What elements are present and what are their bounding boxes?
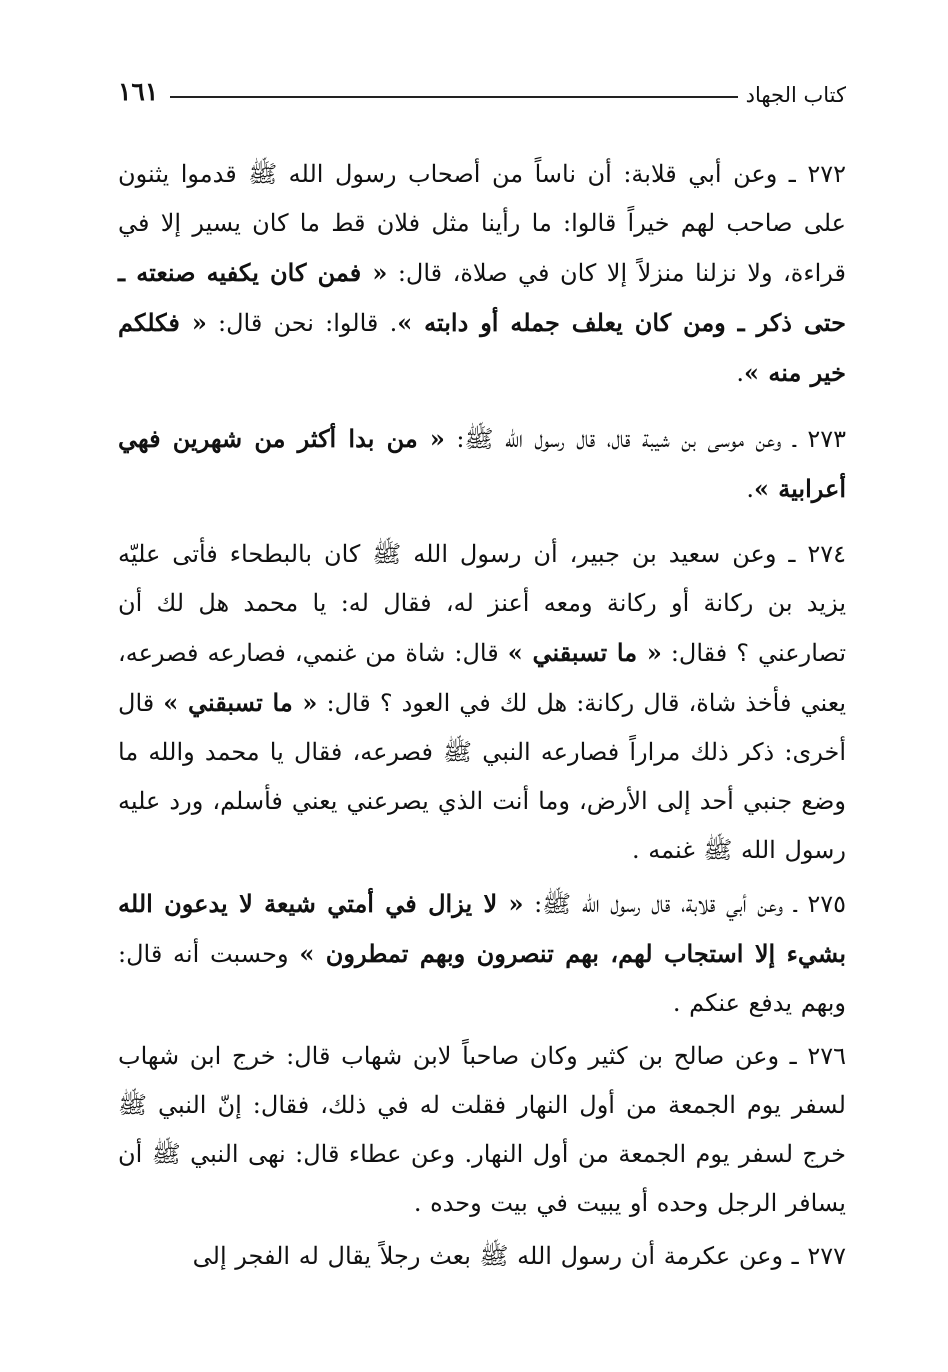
hadith-275	[118, 879, 846, 1028]
hadith-text: قال أخرى: ذكر ذلك مراراً فصارعه النبي ﷺ فصرعه، فقال يا محمد والله ما وضع جنبي أحد إلى الأرض، وما أنت الذي يصرعني يعني فأسلم، ورد عليه رسول الله ﷺ غنمه .	[118, 689, 846, 864]
hadith-276	[118, 1032, 846, 1228]
page-number: ١٦١	[118, 77, 159, 106]
hadith-text: ـ وعن سعيد بن جبير، أن رسول الله ﷺ كان بالبطحاء فأتى عليّه يزيد بن ركانة أو ركانة ومعه أعنز له، فقال له: يا محمد هل لك أن تصارعني ؟ فقال:	[118, 540, 846, 667]
prophetic-quote: « ما تسبقني »	[507, 638, 662, 667]
hadith-text: ـ وعن أبي قلابة: أن ناساً من أصحاب رسول الله ﷺ قدموا يثنون على صاحب لهم خيراً قالوا: ما رأينا مثل فلان قط ما كان يسير إلا في قراءة، ولا نزلنا منزلاً إلا كان في صلاة، قال:	[118, 160, 847, 287]
hadith-number: ٢٧٧	[807, 1242, 846, 1270]
hadith-text: وحسبت أنه قال: وبهم يدفع عنكم .	[118, 940, 846, 1017]
hadith-number: ٢٧٣	[807, 425, 846, 453]
prophetic-quote: « فمن كان يكفيه صنعته ـ حتى ذكر ـ ومن كان يعلف جمله أو دابته »	[118, 258, 846, 337]
book-title: كتاب الجهاد	[745, 83, 846, 107]
hadith-number: ٢٧٤	[807, 540, 846, 568]
hadith-text: ـ وعن صالح بن كثير وكان صاحباً لابن شهاب قال: خرج ابن شهاب لسفر يوم الجمعة من أول النهار فقلت له في ذلك، فقال: إنّ النبي ﷺ خرج لسفر يوم الجمعة من أول النهار. وعن عطاء قال: نهى النبي ﷺ أن يسافر الرجل وحده أو يبيت في بيت وحده .	[118, 1042, 846, 1217]
hadith-text: ـ وعن عكرمة أن رسول الله ﷺ بعث رجلاً يقال له الفجر إلى	[192, 1242, 808, 1270]
page-body	[118, 150, 846, 1281]
hadith-274	[118, 530, 846, 875]
hadith-number: ٢٧٥	[807, 890, 846, 918]
prophetic-quote: « فكلكم خير منه »	[118, 308, 846, 387]
prophetic-quote: « ما تسبقني »	[163, 688, 318, 717]
header-rule	[170, 96, 738, 98]
hadith-text: ـ وعن موسى بن شيبة قال، قال رسول الله ﷺ:	[444, 425, 808, 453]
prophetic-quote: « من بدا أكثر من شهرين فهي أعرابية »	[118, 424, 846, 503]
running-header	[118, 70, 846, 110]
hadith-277	[118, 1232, 846, 1281]
hadith-number: ٢٧٦	[807, 1042, 846, 1070]
prophetic-quote: « لا يزال في أمتي شيعة لا يدعون الله بشيء إلا استجاب لهم، بهم تنصرون وبهم تمطرون »	[118, 889, 846, 968]
hadith-272	[118, 150, 846, 398]
hadith-text: . قالوا: نحن قال:	[206, 309, 398, 337]
hadith-text: .	[736, 359, 744, 387]
hadith-text: ـ وعن أبي قلابة، قال رسول الله ﷺ:	[523, 890, 808, 918]
hadith-273	[118, 414, 846, 514]
hadith-text: قال: شاة من غنمي، فصارعه فصرعه، يعني فأخذ شاة، قال ركانة: هل لك في العود ؟ قال:	[118, 639, 847, 717]
hadith-number: ٢٧٢	[807, 160, 846, 188]
hadith-text: .	[746, 475, 754, 503]
